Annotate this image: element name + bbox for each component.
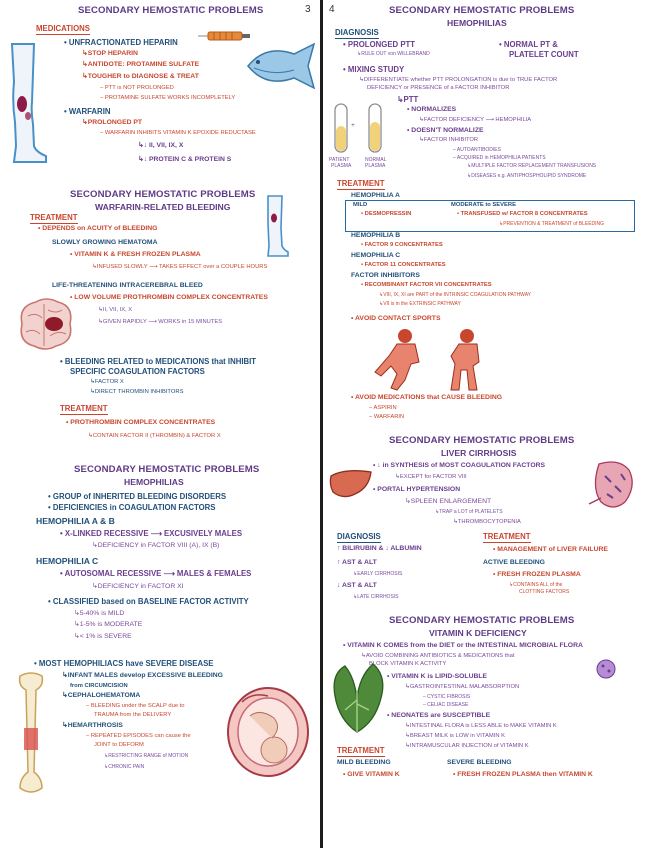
except-viii: ↳EXCEPT for FACTOR VIII bbox=[395, 474, 467, 480]
ast-alt-up: ↑ AST & ALT bbox=[337, 559, 377, 566]
brain-bleed-icon bbox=[14, 296, 76, 352]
heparin-sub: ↳STOP HEPARIN bbox=[82, 50, 138, 57]
treatment-label: TREATMENT bbox=[60, 404, 108, 413]
section-title: SECONDARY HEMOSTATIC PROBLEMS bbox=[78, 5, 264, 16]
avoid-combining: ↳AVOID COMBINING ANTIBIOTICS & MEDICATIONS that bbox=[361, 653, 515, 659]
icb-treatment: • LOW VOLUME PROTHROMBIN COMPLEX CONCENTRATES bbox=[70, 294, 268, 301]
heparin-detail: – PTT is NOT PROLONGED bbox=[100, 85, 174, 91]
trap-platelets: ↳TRAP a LOT of PLATELETS bbox=[435, 509, 503, 515]
fi-detail: – ACQUIRED in HEMOPHILIA PATIENTS bbox=[453, 155, 546, 161]
hemophilia-a: HEMOPHILIA A bbox=[351, 192, 400, 199]
treatment-label: TREATMENT bbox=[30, 213, 78, 222]
test-tube-icon bbox=[331, 102, 391, 156]
mixing-study: • MIXING STUDY bbox=[343, 65, 405, 74]
hemophilia-c: HEMOPHILIA C bbox=[351, 252, 401, 259]
treatment-label: TREATMENT bbox=[337, 179, 385, 188]
syringe-icon bbox=[198, 30, 250, 42]
normal-pt: • NORMAL PT & bbox=[499, 40, 558, 49]
spleen-enlargement: ↳SPLEEN ENLARGEMENT bbox=[405, 498, 492, 505]
fish-icon bbox=[244, 40, 318, 92]
finh-detail: ↳VIII, IX, XI are PART of the INTRINSIC COAGULATION PATHWAY bbox=[379, 292, 532, 298]
hemophilia-b: HEMOPHILIA B bbox=[351, 232, 401, 239]
section-subtitle: VITAMIN K DEFICIENCY bbox=[429, 628, 527, 638]
left-page bbox=[0, 0, 320, 848]
heparin-item: • UNFRACTIONATED HEPARIN bbox=[64, 38, 178, 47]
hc-deficiency: ↳DEFICIENCY in FACTOR XI bbox=[92, 583, 184, 590]
warfarin-factors: ↳↓ II, VII, IX, X bbox=[138, 142, 184, 149]
factor-inhibitors: FACTOR INHIBITORS bbox=[351, 272, 420, 279]
section-subtitle: LIVER CIRRHOSIS bbox=[441, 448, 517, 458]
class-mild: ↳5-40% is MILD bbox=[74, 610, 125, 617]
hem-rom: ↳RESTRICTING RANGE of MOTION bbox=[104, 753, 189, 759]
section-title: SECONDARY HEMOSTATIC PROBLEMS bbox=[74, 464, 260, 475]
section-subtitle: WARFARIN-RELATED BLEEDING bbox=[95, 202, 231, 212]
factor11: • FACTOR 11 CONCENTRATES bbox=[361, 262, 446, 268]
portal-htn: • PORTAL HYPERTENSION bbox=[373, 486, 461, 493]
slow-detail: ↳INFUSED SLOWLY ⟶ TAKES EFFECT over a COUPLE HOURS bbox=[92, 264, 268, 270]
desmopressin: • DESMOPRESSIN bbox=[361, 211, 412, 217]
liver-icon bbox=[329, 468, 373, 500]
diagnosis-label: DIAGNOSIS bbox=[337, 532, 381, 541]
medications-label: MEDICATIONS bbox=[36, 24, 90, 33]
hem-detail: JOINT to DEFORM bbox=[94, 742, 144, 748]
avoid-meds: • AVOID MEDICATIONS that CAUSE BLEEDING bbox=[351, 394, 503, 401]
liver-failure-mgmt: • MANAGEMENT of LIVER FAILURE bbox=[493, 546, 608, 553]
diagnosis-label: DIAGNOSIS bbox=[335, 28, 379, 37]
neonates: • NEONATES are SUSCEPTIBLE bbox=[387, 712, 491, 719]
mild-label: MILD bbox=[353, 202, 368, 208]
warfarin-proteins: ↳↓ PROTEIN C & PROTEIN S bbox=[138, 156, 232, 163]
finh-detail: ↳VII is in the EXTRINSIC PATHWAY bbox=[379, 301, 461, 307]
avoid-sports: • AVOID CONTACT SPORTS bbox=[351, 315, 441, 322]
section-title: SECONDARY HEMOSTATIC PROBLEMS bbox=[70, 189, 256, 200]
page-number: 3 bbox=[305, 4, 311, 15]
cephalo-detail: TRAUMA from the DELIVERY bbox=[94, 712, 172, 718]
ast-alt-down: ↓ AST & ALT bbox=[337, 582, 377, 589]
bleed-meds: • BLEEDING RELATED to MEDICATIONS that INHIBIT bbox=[60, 357, 257, 366]
hc-inheritance: • AUTOSOMAL RECESSIVE ⟶ MALES & FEMALES bbox=[60, 569, 252, 578]
moderate-label: MODERATE to SEVERE bbox=[451, 202, 516, 208]
depends-item: • DEPENDS on ACUITY of BLEEDING bbox=[38, 225, 158, 232]
give-vitk: • GIVE VITAMIN K bbox=[343, 771, 400, 778]
section-title: SECONDARY HEMOSTATIC PROBLEMS bbox=[389, 435, 575, 446]
right-page bbox=[323, 0, 646, 848]
bleed-meds-cont: SPECIFIC COAGULATION FACTORS bbox=[70, 367, 205, 376]
hemophilia-c: HEMOPHILIA C bbox=[36, 556, 99, 566]
factor9: • FACTOR 9 CONCENTRATES bbox=[361, 242, 443, 248]
bacteria-icon bbox=[595, 658, 617, 680]
pcc-detail: ↳CONTAIN FACTOR II (THROMBIN) & FACTOR X bbox=[88, 433, 221, 439]
normal-pt-cont: PLATELET COUNT bbox=[509, 50, 579, 59]
bleed-meds-a: ↳FACTOR X bbox=[90, 379, 124, 385]
bilirubin: ↑ BILIRUBIN & ↓ ALBUMIN bbox=[337, 545, 422, 552]
ffp: • FRESH FROZEN PLASMA bbox=[493, 571, 581, 578]
doesnt-normalize: • DOESN'T NORMALIZE bbox=[407, 127, 484, 134]
classified: • CLASSIFIED based on BASELINE FACTOR ACTIVITY bbox=[48, 597, 249, 606]
pcc-item: • PROTHROMBIN COMPLEX CONCENTRATES bbox=[66, 419, 216, 426]
slow-hematoma: SLOWLY GROWING HEMATOMA bbox=[52, 239, 158, 246]
fetus-uterus-icon bbox=[222, 682, 314, 780]
treatment-label: TREATMENT bbox=[483, 532, 531, 541]
icb-factors: ↳II, VII, IX, X bbox=[98, 307, 133, 313]
infant-males: ↳INFANT MALES develop EXCESSIVE BLEEDING bbox=[62, 672, 223, 679]
severe-bleeding: SEVERE BLEEDING bbox=[447, 759, 512, 766]
plus-sign: + bbox=[351, 122, 355, 129]
factor-inhibitor: ↳FACTOR INHIBITOR bbox=[419, 137, 479, 143]
active-bleeding: ACTIVE BLEEDING bbox=[483, 559, 545, 566]
section-title: SECONDARY HEMOSTATIC PROBLEMS bbox=[389, 5, 575, 16]
warfarin-sub: ↳PROLONGED PT bbox=[82, 119, 143, 126]
page-number: 4 bbox=[329, 4, 335, 15]
warfarin-detail: – WARFARIN INHIBITS VITAMIN K EPOXIDE REDUCTASE bbox=[100, 130, 256, 136]
hemophilia-bullet: • GROUP of INHERITED BLEEDING DISORDERS bbox=[48, 492, 227, 501]
spleen-icon bbox=[585, 458, 641, 512]
hemarthrosis: ↳HEMARTHROSIS bbox=[62, 722, 123, 729]
slow-treatment: • VITAMIN K & FRESH FROZEN PLASMA bbox=[70, 251, 201, 258]
mix-detail: ↳DIFFERENTIATE whether PTT PROLONGATION is due to TRUE FACTOR bbox=[359, 77, 558, 83]
heparin-detail: – PROTAMINE SULFATE WORKS INCOMPLETELY bbox=[100, 95, 236, 101]
football-player-icon bbox=[371, 326, 501, 392]
prevention: ↳PREVENTION & TREATMENT of BLEEDING bbox=[499, 221, 605, 227]
factor-deficiency: ↳FACTOR DEFICIENCY ⟶ HEMOPHILIA bbox=[419, 117, 532, 123]
hem-pain: ↳CHRONIC PAIN bbox=[104, 764, 145, 770]
section-subtitle: HEMOPHILIAS bbox=[447, 18, 507, 28]
late-cirrhosis: ↳LATE CIRRHOSIS bbox=[353, 594, 399, 600]
thrombocytopenia: ↳THROMBOCYTOPENIA bbox=[453, 519, 521, 525]
lipid-soluble: • VITAMIN K is LIPID-SOLUBLE bbox=[387, 673, 488, 680]
transfused: • TRANSFUSED w/ FACTOR 8 CONCENTRATES bbox=[457, 211, 588, 217]
icb-detail: ↳GIVEN RAPIDLY ⟶ WORKS in 15 MINUTES bbox=[98, 319, 223, 325]
celiac: – CELIAC DISEASE bbox=[423, 702, 469, 708]
warfarin: – WARFARIN bbox=[369, 414, 405, 420]
cephalo-detail: – BLEEDING under the SCALP due to bbox=[86, 703, 185, 709]
hemophilia-ab: HEMOPHILIA A & B bbox=[36, 516, 115, 526]
heparin-sub: ↳ANTIDOTE: PROTAMINE SULFATE bbox=[82, 61, 200, 68]
prolonged-ptt: • PROLONGED PTT bbox=[343, 40, 416, 49]
cystic-fibrosis: – CYSTIC FIBROSIS bbox=[423, 694, 471, 700]
hab-inheritance: • X-LINKED RECESSIVE ⟶ EXCUSIVELY MALES bbox=[60, 529, 243, 538]
malabsorption: ↳GASTROINTESTINAL MALABSORPTION bbox=[405, 684, 520, 690]
class-moderate: ↳1-5% is MODERATE bbox=[74, 621, 143, 628]
most-hemophiliacs: • MOST HEMOPHILIACS have SEVERE DISEASE bbox=[34, 659, 214, 668]
patient-plasma-label: PLASMA bbox=[331, 163, 352, 169]
heparin-sub: ↳TOUGHER to DIAGNOSE & TREAT bbox=[82, 73, 199, 80]
rule-out: ↳RULE OUT von WILLEBRAND bbox=[357, 51, 430, 57]
neonate-flora: ↳INTESTINAL FLORA is LESS ABLE to MAKE VITAMIN K bbox=[405, 723, 557, 729]
leafy-greens-icon bbox=[329, 660, 387, 734]
normal-plasma-label: PLASMA bbox=[365, 163, 386, 169]
leg-bruise-icon bbox=[4, 42, 48, 166]
mix-detail-cont: DEFICIENCY or PRESENCE of a FACTOR INHIBITOR bbox=[367, 85, 510, 91]
normalizes: • NORMALIZES bbox=[407, 106, 457, 113]
ptt-label: ↳PTT bbox=[397, 95, 419, 104]
avoid-combining-cont: BLOCK VITAMIN K ACTIVITY bbox=[369, 661, 447, 667]
ffp-detail-cont: CLOTTING FACTORS bbox=[519, 589, 570, 595]
hab-deficiency: ↳DEFICIENCY in FACTOR VIII (A), IX (B) bbox=[92, 542, 220, 549]
fi-detail-a: ↳MULTIPLE FACTOR REPLACEMENT TRANSFUSIONS bbox=[467, 163, 597, 169]
normal-plasma-label: NORMAL bbox=[365, 157, 387, 163]
class-severe: ↳< 1% is SEVERE bbox=[74, 633, 132, 640]
cephalohematoma: ↳CEPHALOHEMATOMA bbox=[62, 692, 141, 699]
hemophilia-bullet: • DEFICIENCIES in COAGULATION FACTORS bbox=[48, 503, 216, 512]
treatment-label: TREATMENT bbox=[337, 746, 385, 755]
infant-males-cont: from CIRCUMCISION bbox=[70, 683, 128, 689]
bone-joint-icon bbox=[16, 672, 46, 796]
breast-milk: ↳BREAST MILK is LOW in VITAMIN K bbox=[405, 733, 505, 739]
aspirin: – ASPIRIN bbox=[369, 405, 397, 411]
synthesis: • ↓ in SYNTHESIS of MOST COAGULATION FACTORS bbox=[373, 462, 546, 469]
hem-detail: – REPEATED EPISODES can cause the bbox=[86, 733, 191, 739]
early-cirrhosis: ↳EARLY CIRRHOSIS bbox=[353, 571, 403, 577]
icb: LIFE-THREATENING INTRACEREBRAL BLEED bbox=[52, 282, 203, 289]
fi-detail: – AUTOANTIBODIES bbox=[453, 147, 501, 153]
fi-detail-b: ↳DISEASES e.g. ANTIPHOSPHOLIPID SYNDROME bbox=[467, 173, 587, 179]
vitk-source: • VITAMIN K COMES from the DIET or the INTESTINAL MICROBIAL FLORA bbox=[343, 642, 583, 649]
im-injection: ↳INTRAMUSCULAR INJECTION of VITAMIN K bbox=[405, 743, 529, 749]
recombinant: • RECOMBINANT FACTOR VII CONCENTRATES bbox=[361, 282, 492, 288]
ffp-detail: ↳CONTAINS ALL of the bbox=[509, 582, 563, 588]
bleed-meds-b: ↳DIRECT THROMBIN INHIBITORS bbox=[90, 389, 184, 395]
leg-bruise-icon bbox=[262, 194, 290, 258]
section-subtitle: HEMOPHILIAS bbox=[124, 477, 184, 487]
section-title: SECONDARY HEMOSTATIC PROBLEMS bbox=[389, 615, 575, 626]
mild-bleeding: MILD BLEEDING bbox=[337, 759, 391, 766]
ffp-then-vitk: • FRESH FROZEN PLASMA then VITAMIN K bbox=[453, 771, 593, 778]
warfarin-item: • WARFARIN bbox=[64, 107, 111, 116]
patient-plasma-label: PATIENT bbox=[329, 157, 350, 163]
